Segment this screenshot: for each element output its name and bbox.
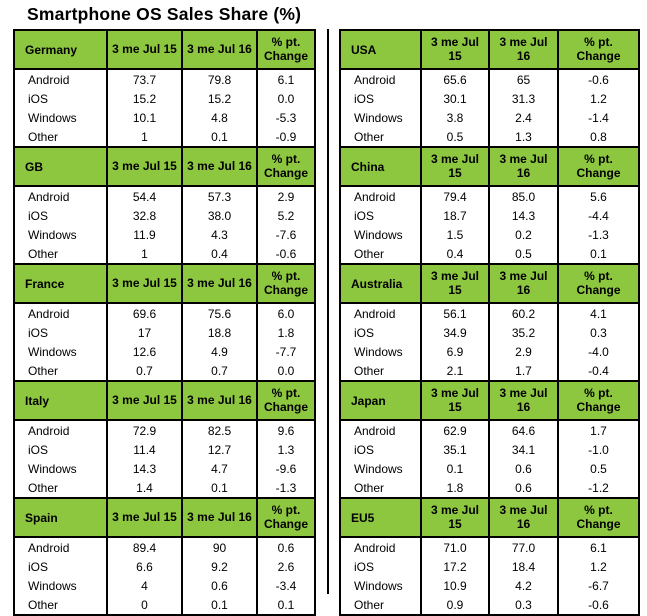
value-cell: 30.1 bbox=[421, 89, 489, 108]
value-cell: 17 bbox=[107, 323, 182, 342]
table-row bbox=[14, 303, 315, 323]
os-label-cell: Other bbox=[14, 127, 107, 147]
value-cell: 79.4 bbox=[421, 186, 489, 206]
value-cell: 72.9 bbox=[107, 420, 182, 440]
change-header-cell: % pt. Change bbox=[257, 381, 315, 420]
os-label-cell: Windows bbox=[14, 459, 107, 478]
value-cell: 1.5 bbox=[421, 225, 489, 244]
value-cell: 1.8 bbox=[257, 323, 315, 342]
value-cell: 14.3 bbox=[107, 459, 182, 478]
value-cell: 0.5 bbox=[421, 127, 489, 147]
value-cell: 77.0 bbox=[489, 537, 558, 557]
table-row bbox=[340, 108, 639, 127]
period2-header-cell: 3 me Jul 16 bbox=[489, 30, 558, 69]
value-cell: -3.4 bbox=[257, 576, 315, 595]
value-cell: 79.8 bbox=[182, 69, 257, 89]
value-cell: 0.5 bbox=[558, 459, 639, 478]
region-header-row bbox=[14, 498, 315, 537]
os-label-cell: Android bbox=[14, 303, 107, 323]
value-cell: 0.4 bbox=[421, 244, 489, 264]
region-name-cell: Germany bbox=[14, 30, 107, 69]
value-cell: 4.8 bbox=[182, 108, 257, 127]
region-name-cell: GB bbox=[14, 147, 107, 186]
os-label-cell: iOS bbox=[340, 557, 421, 576]
value-cell: 65.6 bbox=[421, 69, 489, 89]
os-label-cell: Other bbox=[14, 244, 107, 264]
os-label-cell: Android bbox=[340, 186, 421, 206]
os-label-cell: iOS bbox=[14, 440, 107, 459]
table-row bbox=[14, 127, 315, 147]
value-cell: 0.4 bbox=[182, 244, 257, 264]
value-cell: 4.1 bbox=[558, 303, 639, 323]
value-cell: 6.1 bbox=[558, 537, 639, 557]
table-row bbox=[14, 186, 315, 206]
os-label-cell: Other bbox=[340, 361, 421, 381]
value-cell: 18.4 bbox=[489, 557, 558, 576]
table-row bbox=[340, 420, 639, 440]
table-row bbox=[14, 361, 315, 381]
value-cell: 0.7 bbox=[107, 361, 182, 381]
os-label-cell: iOS bbox=[14, 89, 107, 108]
os-label-cell: Android bbox=[340, 420, 421, 440]
table-row bbox=[14, 69, 315, 89]
period2-header-cell: 3 me Jul 16 bbox=[182, 498, 257, 537]
value-cell: -0.6 bbox=[257, 244, 315, 264]
table-row bbox=[340, 557, 639, 576]
region-header-row bbox=[14, 264, 315, 303]
table-row bbox=[340, 206, 639, 225]
value-cell: 0.5 bbox=[489, 244, 558, 264]
value-cell: 0.6 bbox=[489, 459, 558, 478]
value-cell: 0 bbox=[107, 595, 182, 615]
os-label-cell: Other bbox=[340, 127, 421, 147]
value-cell: 12.7 bbox=[182, 440, 257, 459]
table-row bbox=[14, 108, 315, 127]
table-row bbox=[14, 576, 315, 595]
table-row bbox=[340, 244, 639, 264]
value-cell: 56.1 bbox=[421, 303, 489, 323]
table-row bbox=[14, 537, 315, 557]
table-row bbox=[14, 206, 315, 225]
change-header-cell: % pt. Change bbox=[558, 498, 639, 537]
os-label-cell: Windows bbox=[340, 108, 421, 127]
os-label-cell: Windows bbox=[340, 225, 421, 244]
value-cell: -0.6 bbox=[558, 595, 639, 615]
period2-header-cell: 3 me Jul 16 bbox=[182, 264, 257, 303]
os-label-cell: Android bbox=[14, 537, 107, 557]
period2-header-cell: 3 me Jul 16 bbox=[489, 147, 558, 186]
value-cell: 0.1 bbox=[558, 244, 639, 264]
region-name-cell: France bbox=[14, 264, 107, 303]
value-cell: 57.3 bbox=[182, 186, 257, 206]
os-label-cell: iOS bbox=[14, 557, 107, 576]
value-cell: -1.0 bbox=[558, 440, 639, 459]
table-row bbox=[340, 342, 639, 361]
os-label-cell: iOS bbox=[14, 206, 107, 225]
sales-table-right-column bbox=[339, 29, 640, 616]
value-cell: 3.8 bbox=[421, 108, 489, 127]
table-row bbox=[14, 323, 315, 342]
value-cell: 0.3 bbox=[558, 323, 639, 342]
table-row bbox=[14, 89, 315, 108]
region-header-row bbox=[14, 30, 315, 69]
value-cell: 1 bbox=[107, 244, 182, 264]
value-cell: 89.4 bbox=[107, 537, 182, 557]
period1-header-cell: 3 me Jul 15 bbox=[107, 381, 182, 420]
value-cell: 4.7 bbox=[182, 459, 257, 478]
value-cell: -7.7 bbox=[257, 342, 315, 361]
change-header-cell: % pt. Change bbox=[257, 147, 315, 186]
value-cell: 0.1 bbox=[182, 595, 257, 615]
value-cell: 1.7 bbox=[489, 361, 558, 381]
os-label-cell: Android bbox=[14, 69, 107, 89]
table-row bbox=[14, 225, 315, 244]
value-cell: 4.2 bbox=[489, 576, 558, 595]
os-label-cell: Android bbox=[340, 537, 421, 557]
value-cell: 4 bbox=[107, 576, 182, 595]
value-cell: -4.0 bbox=[558, 342, 639, 361]
table-row bbox=[340, 303, 639, 323]
value-cell: 18.8 bbox=[182, 323, 257, 342]
change-header-cell: % pt. Change bbox=[558, 30, 639, 69]
os-label-cell: Other bbox=[340, 244, 421, 264]
value-cell: 34.1 bbox=[489, 440, 558, 459]
change-header-cell: % pt. Change bbox=[558, 147, 639, 186]
os-label-cell: iOS bbox=[340, 89, 421, 108]
value-cell: 1.3 bbox=[489, 127, 558, 147]
value-cell: 1 bbox=[107, 127, 182, 147]
period2-header-cell: 3 me Jul 16 bbox=[489, 381, 558, 420]
period2-header-cell: 3 me Jul 16 bbox=[182, 147, 257, 186]
value-cell: 0.1 bbox=[421, 459, 489, 478]
region-header-row bbox=[340, 30, 639, 69]
change-header-cell: % pt. Change bbox=[257, 264, 315, 303]
value-cell: 18.7 bbox=[421, 206, 489, 225]
value-cell: 14.3 bbox=[489, 206, 558, 225]
value-cell: 32.8 bbox=[107, 206, 182, 225]
value-cell: 0.6 bbox=[182, 576, 257, 595]
os-label-cell: Windows bbox=[14, 108, 107, 127]
os-label-cell: Other bbox=[340, 478, 421, 498]
table-row bbox=[340, 576, 639, 595]
os-label-cell: Windows bbox=[340, 342, 421, 361]
os-label-cell: Windows bbox=[340, 459, 421, 478]
os-label-cell: Windows bbox=[14, 342, 107, 361]
value-cell: 38.0 bbox=[182, 206, 257, 225]
value-cell: 2.9 bbox=[257, 186, 315, 206]
table-row bbox=[14, 557, 315, 576]
region-name-cell: Italy bbox=[14, 381, 107, 420]
value-cell: 0.6 bbox=[489, 478, 558, 498]
value-cell: 1.8 bbox=[421, 478, 489, 498]
change-header-cell: % pt. Change bbox=[257, 30, 315, 69]
table-row bbox=[340, 89, 639, 108]
value-cell: 9.2 bbox=[182, 557, 257, 576]
value-cell: 0.2 bbox=[489, 225, 558, 244]
value-cell: 64.6 bbox=[489, 420, 558, 440]
period2-header-cell: 3 me Jul 16 bbox=[489, 264, 558, 303]
period1-header-cell: 3 me Jul 15 bbox=[421, 498, 489, 537]
value-cell: -9.6 bbox=[257, 459, 315, 478]
value-cell: -1.3 bbox=[257, 478, 315, 498]
value-cell: 2.9 bbox=[489, 342, 558, 361]
region-name-cell: Japan bbox=[340, 381, 421, 420]
region-header-row bbox=[340, 147, 639, 186]
value-cell: 82.5 bbox=[182, 420, 257, 440]
region-header-row bbox=[340, 381, 639, 420]
value-cell: 1.3 bbox=[257, 440, 315, 459]
region-name-cell: EU5 bbox=[340, 498, 421, 537]
table-row bbox=[14, 420, 315, 440]
table-row bbox=[14, 459, 315, 478]
value-cell: 2.1 bbox=[421, 361, 489, 381]
value-cell: 65 bbox=[489, 69, 558, 89]
os-label-cell: iOS bbox=[14, 323, 107, 342]
os-label-cell: iOS bbox=[340, 323, 421, 342]
os-label-cell: Android bbox=[340, 303, 421, 323]
value-cell: 1.4 bbox=[107, 478, 182, 498]
value-cell: -5.3 bbox=[257, 108, 315, 127]
table-row bbox=[340, 440, 639, 459]
period1-header-cell: 3 me Jul 15 bbox=[421, 264, 489, 303]
period1-header-cell: 3 me Jul 15 bbox=[421, 147, 489, 186]
os-label-cell: Windows bbox=[340, 576, 421, 595]
value-cell: 69.6 bbox=[107, 303, 182, 323]
value-cell: 4.3 bbox=[182, 225, 257, 244]
table-row bbox=[340, 537, 639, 557]
value-cell: 73.7 bbox=[107, 69, 182, 89]
value-cell: 1.2 bbox=[558, 89, 639, 108]
value-cell: 15.2 bbox=[107, 89, 182, 108]
table-row bbox=[340, 127, 639, 147]
value-cell: 2.6 bbox=[257, 557, 315, 576]
period1-header-cell: 3 me Jul 15 bbox=[107, 264, 182, 303]
value-cell: -4.4 bbox=[558, 206, 639, 225]
table-row bbox=[14, 244, 315, 264]
value-cell: 5.2 bbox=[257, 206, 315, 225]
value-cell: 0.7 bbox=[182, 361, 257, 381]
value-cell: -0.4 bbox=[558, 361, 639, 381]
value-cell: 4.9 bbox=[182, 342, 257, 361]
table-row bbox=[340, 459, 639, 478]
value-cell: 11.9 bbox=[107, 225, 182, 244]
value-cell: 10.1 bbox=[107, 108, 182, 127]
value-cell: 0.0 bbox=[257, 361, 315, 381]
value-cell: -1.4 bbox=[558, 108, 639, 127]
table-row bbox=[340, 225, 639, 244]
value-cell: 71.0 bbox=[421, 537, 489, 557]
value-cell: 85.0 bbox=[489, 186, 558, 206]
region-name-cell: USA bbox=[340, 30, 421, 69]
os-label-cell: Windows bbox=[14, 576, 107, 595]
value-cell: 31.3 bbox=[489, 89, 558, 108]
period2-header-cell: 3 me Jul 16 bbox=[182, 30, 257, 69]
os-label-cell: Other bbox=[14, 361, 107, 381]
value-cell: 0.0 bbox=[257, 89, 315, 108]
os-label-cell: Android bbox=[14, 186, 107, 206]
period2-header-cell: 3 me Jul 16 bbox=[182, 381, 257, 420]
value-cell: 6.1 bbox=[257, 69, 315, 89]
period1-header-cell: 3 me Jul 15 bbox=[107, 30, 182, 69]
value-cell: 0.1 bbox=[182, 478, 257, 498]
value-cell: 0.9 bbox=[421, 595, 489, 615]
value-cell: -1.2 bbox=[558, 478, 639, 498]
value-cell: 75.6 bbox=[182, 303, 257, 323]
value-cell: 0.1 bbox=[257, 595, 315, 615]
period1-header-cell: 3 me Jul 15 bbox=[421, 381, 489, 420]
os-label-cell: Android bbox=[340, 69, 421, 89]
value-cell: 34.9 bbox=[421, 323, 489, 342]
region-name-cell: Spain bbox=[14, 498, 107, 537]
value-cell: 35.1 bbox=[421, 440, 489, 459]
value-cell: -0.6 bbox=[558, 69, 639, 89]
value-cell: 10.9 bbox=[421, 576, 489, 595]
change-header-cell: % pt. Change bbox=[257, 498, 315, 537]
table-row bbox=[340, 361, 639, 381]
value-cell: 0.1 bbox=[182, 127, 257, 147]
value-cell: 0.6 bbox=[257, 537, 315, 557]
value-cell: 6.0 bbox=[257, 303, 315, 323]
table-row bbox=[340, 186, 639, 206]
value-cell: 90 bbox=[182, 537, 257, 557]
period1-header-cell: 3 me Jul 15 bbox=[107, 147, 182, 186]
value-cell: 17.2 bbox=[421, 557, 489, 576]
table-row bbox=[340, 323, 639, 342]
period1-header-cell: 3 me Jul 15 bbox=[421, 30, 489, 69]
table-row bbox=[340, 69, 639, 89]
table-row bbox=[14, 478, 315, 498]
value-cell: 1.2 bbox=[558, 557, 639, 576]
value-cell: 35.2 bbox=[489, 323, 558, 342]
region-header-row bbox=[14, 381, 315, 420]
value-cell: -1.3 bbox=[558, 225, 639, 244]
change-header-cell: % pt. Change bbox=[558, 264, 639, 303]
value-cell: -7.6 bbox=[257, 225, 315, 244]
os-label-cell: iOS bbox=[340, 440, 421, 459]
region-header-row bbox=[340, 264, 639, 303]
table-row bbox=[14, 440, 315, 459]
sales-table-left-column bbox=[13, 29, 316, 616]
os-label-cell: iOS bbox=[340, 206, 421, 225]
value-cell: 15.2 bbox=[182, 89, 257, 108]
value-cell: -0.9 bbox=[257, 127, 315, 147]
os-label-cell: Other bbox=[14, 478, 107, 498]
value-cell: 60.2 bbox=[489, 303, 558, 323]
value-cell: 11.4 bbox=[107, 440, 182, 459]
value-cell: 6.9 bbox=[421, 342, 489, 361]
value-cell: 5.6 bbox=[558, 186, 639, 206]
table-row bbox=[340, 478, 639, 498]
value-cell: 9.6 bbox=[257, 420, 315, 440]
region-name-cell: China bbox=[340, 147, 421, 186]
value-cell: 0.8 bbox=[558, 127, 639, 147]
change-header-cell: % pt. Change bbox=[558, 381, 639, 420]
page-title: Smartphone OS Sales Share (%) bbox=[27, 4, 302, 24]
value-cell: 6.6 bbox=[107, 557, 182, 576]
column-divider-line bbox=[327, 29, 329, 594]
os-label-cell: Other bbox=[14, 595, 107, 615]
value-cell: 62.9 bbox=[421, 420, 489, 440]
table-row bbox=[14, 342, 315, 361]
value-cell: 0.3 bbox=[489, 595, 558, 615]
region-header-row bbox=[14, 147, 315, 186]
region-name-cell: Australia bbox=[340, 264, 421, 303]
value-cell: 54.4 bbox=[107, 186, 182, 206]
period1-header-cell: 3 me Jul 15 bbox=[107, 498, 182, 537]
os-label-cell: Android bbox=[14, 420, 107, 440]
table-row bbox=[340, 595, 639, 615]
os-label-cell: Other bbox=[340, 595, 421, 615]
value-cell: 1.7 bbox=[558, 420, 639, 440]
os-label-cell: Windows bbox=[14, 225, 107, 244]
value-cell: 2.4 bbox=[489, 108, 558, 127]
value-cell: 12.6 bbox=[107, 342, 182, 361]
table-row bbox=[14, 595, 315, 615]
region-header-row bbox=[340, 498, 639, 537]
value-cell: -6.7 bbox=[558, 576, 639, 595]
period2-header-cell: 3 me Jul 16 bbox=[489, 498, 558, 537]
